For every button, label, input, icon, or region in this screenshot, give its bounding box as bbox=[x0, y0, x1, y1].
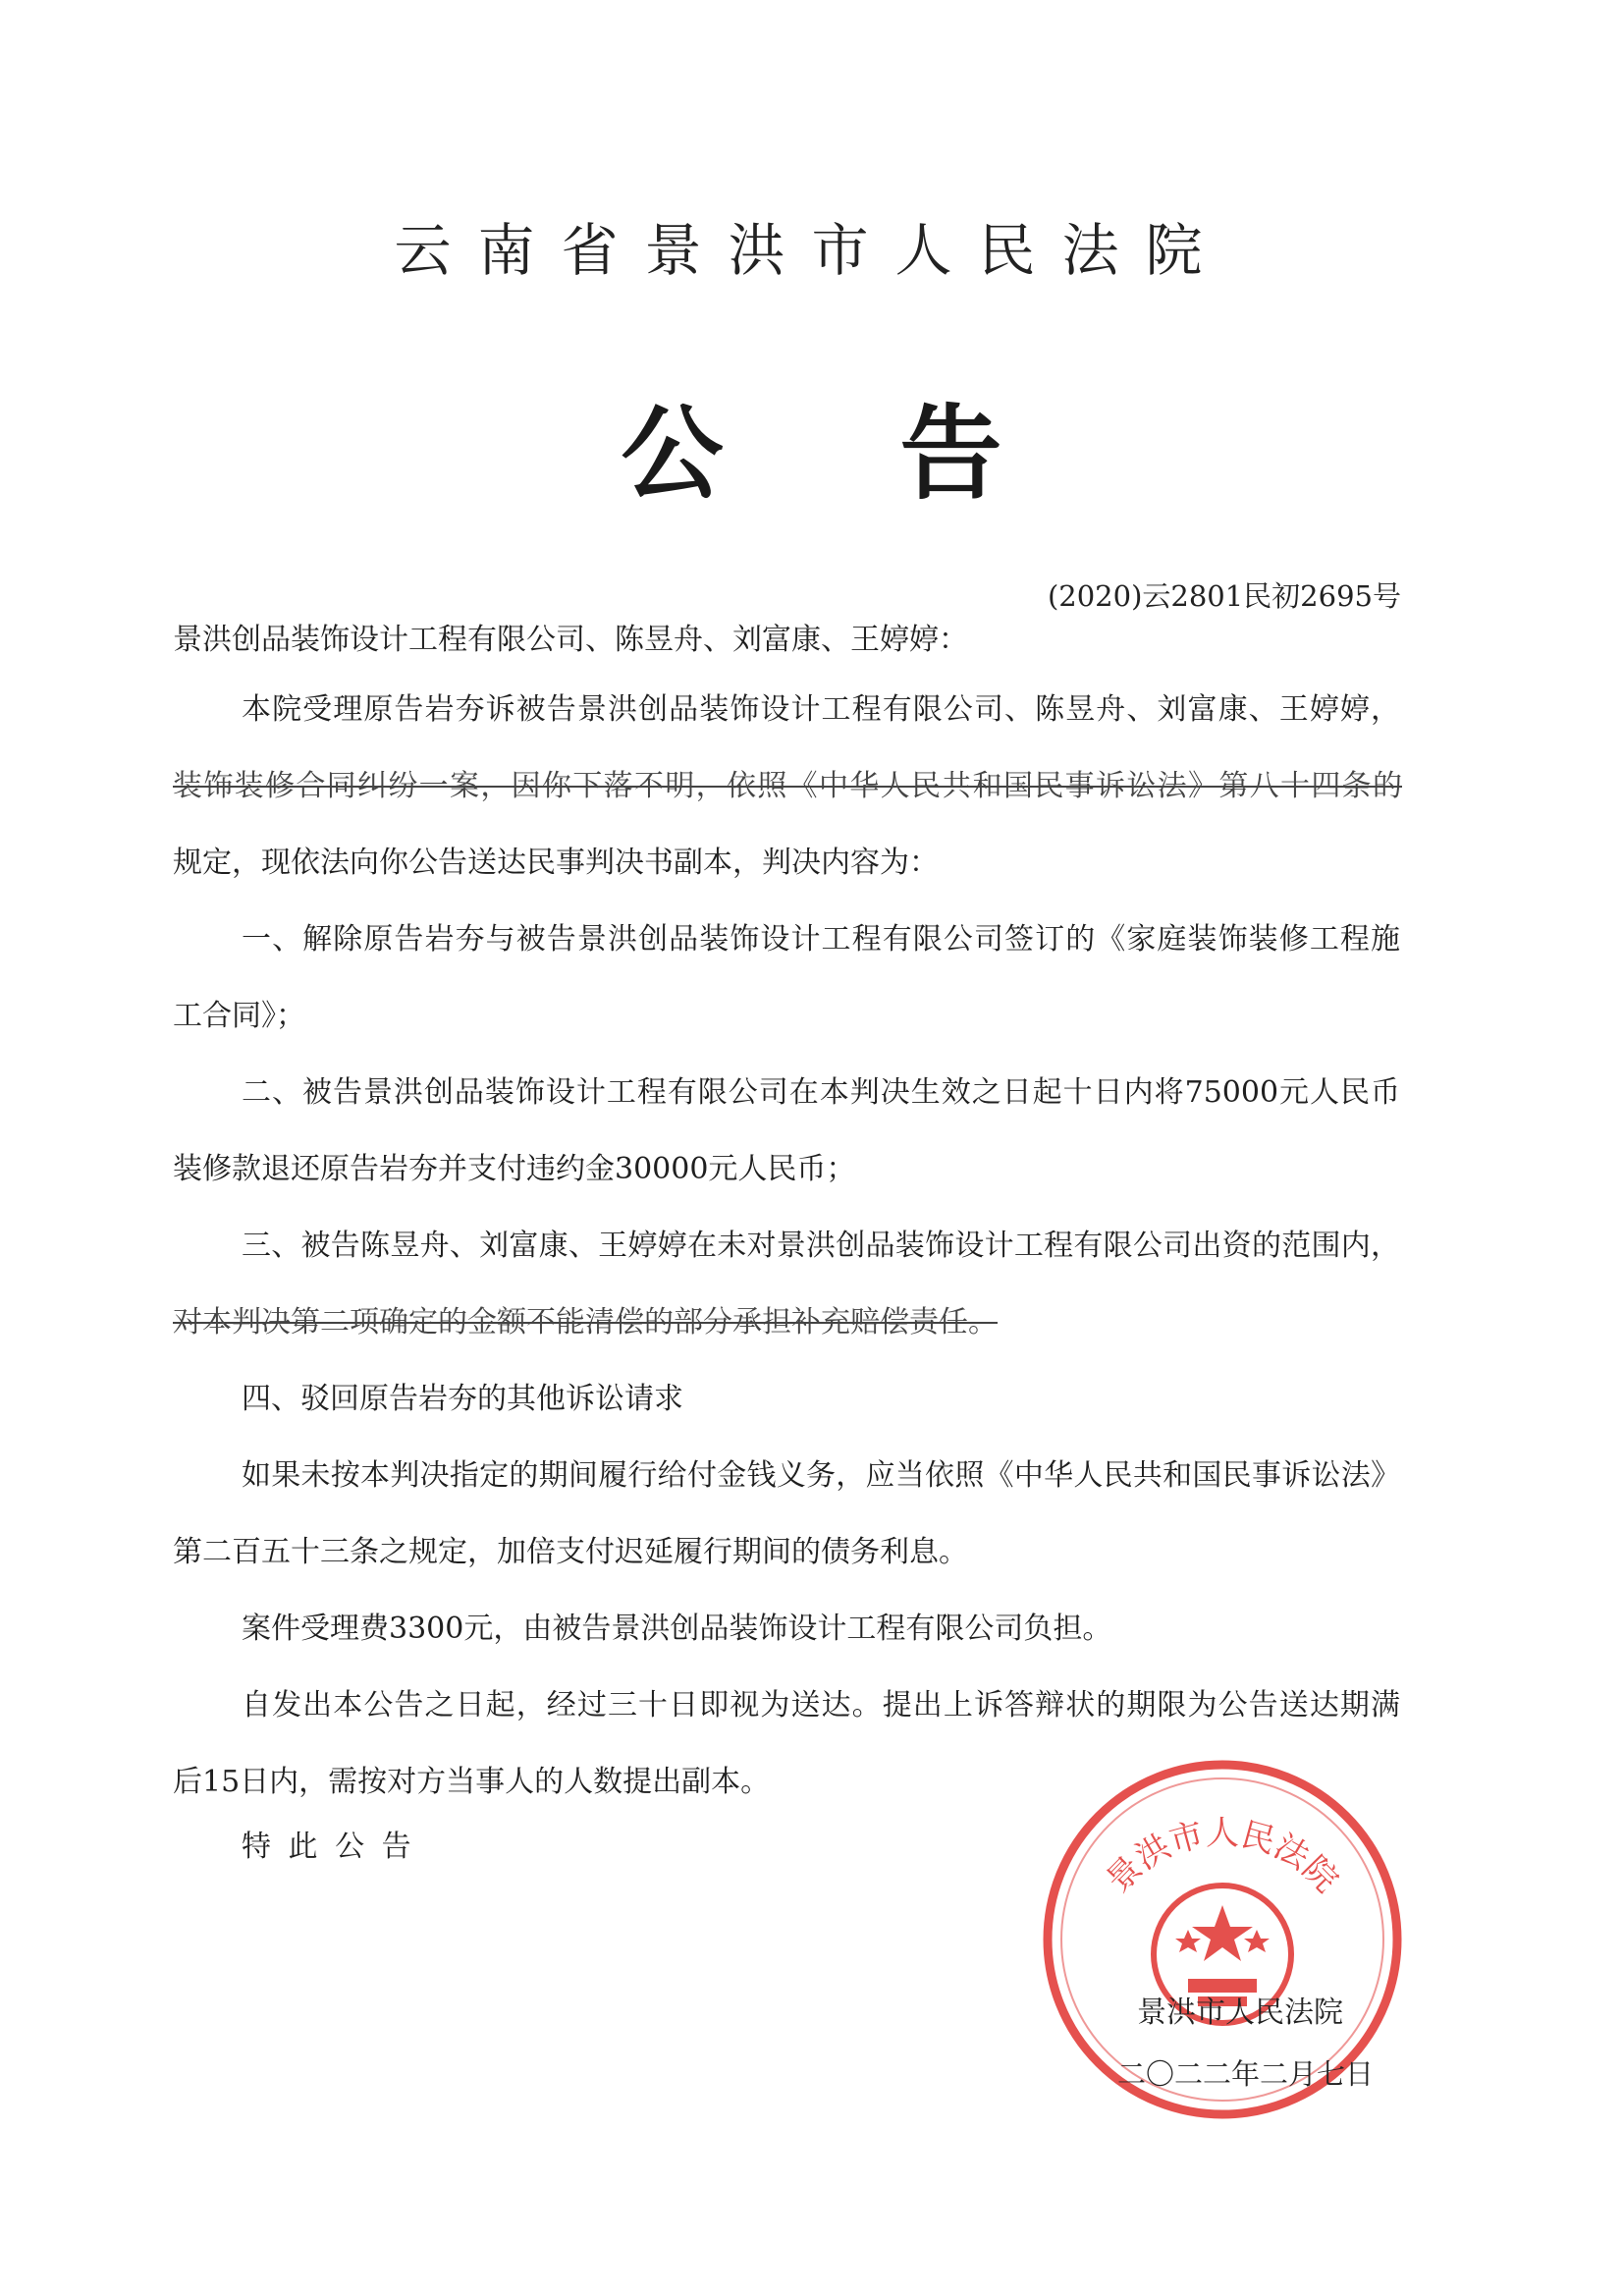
court-name-heading: 云南省景洪市人民法院 bbox=[394, 217, 1229, 284]
seal-text: 景洪市人民法院 bbox=[1099, 1813, 1346, 1901]
judgment-item-2-line-2: 装修款退还原告岩夯并支付违约金30000元人民币； bbox=[173, 1152, 856, 1186]
intro-line-1: 本院受理原告岩夯诉被告景洪创品装饰设计工程有限公司、陈昱舟、刘富康、王婷婷， bbox=[242, 692, 1400, 727]
interest-line-1: 如果未按本判决指定的期间履行给付金钱义务，应当依照《中华人民共和国民事诉讼法》 bbox=[242, 1458, 1400, 1493]
fee-statement: 案件受理费3300元，由被告景洪创品装饰设计工程有限公司负担。 bbox=[242, 1612, 1112, 1646]
judgment-item-3-line-1: 三、被告陈昱舟、刘富康、王婷婷在未对景洪创品装饰设计工程有限公司出资的范围内， bbox=[242, 1229, 1400, 1263]
judgment-item-1-line-1: 一、解除原告岩夯与被告景洪创品装饰设计工程有限公司签订的《家庭装饰装修工程施 bbox=[242, 922, 1400, 957]
case-number: (2020)云2801民初2695号 bbox=[1047, 579, 1401, 613]
signature-court: 景洪市人民法院 bbox=[1137, 1995, 1343, 2030]
signature-date: 二〇二二年二月七日 bbox=[1117, 2057, 1375, 2091]
judgment-item-3-line-2: 对本判决第二项确定的金额不能清偿的部分承担补充赔偿责任。 bbox=[173, 1305, 998, 1339]
intro-line-3: 规定，现依法向你公告送达民事判决书副本，判决内容为： bbox=[173, 846, 939, 880]
document-title: 公告 bbox=[621, 394, 1179, 514]
service-line-1: 自发出本公告之日起，经过三十日即视为送达。提出上诉答辩状的期限为公告送达期满 bbox=[242, 1688, 1400, 1722]
judgment-item-1-line-2: 工合同》； bbox=[173, 999, 305, 1033]
closing-phrase: 特 此 公 告 bbox=[242, 1830, 415, 1864]
judgment-item-4: 四、驳回原告岩夯的其他诉讼请求 bbox=[242, 1382, 683, 1416]
judgment-item-2-line-1: 二、被告景洪创品装饰设计工程有限公司在本判决生效之日起十日内将75000元人民币 bbox=[242, 1075, 1400, 1110]
interest-line-2: 第二百五十三条之规定，加倍支付迟延履行期间的债务利息。 bbox=[173, 1535, 968, 1569]
intro-line-2: 装饰装修合同纠纷一案，因你下落不明，依照《中华人民共和国民事诉讼法》第八十四条的 bbox=[173, 769, 1402, 803]
addressee: 景洪创品装饰设计工程有限公司、陈昱舟、刘富康、王婷婷： bbox=[173, 623, 968, 657]
service-line-2: 后15日内，需按对方当事人的人数提出副本。 bbox=[173, 1765, 771, 1799]
